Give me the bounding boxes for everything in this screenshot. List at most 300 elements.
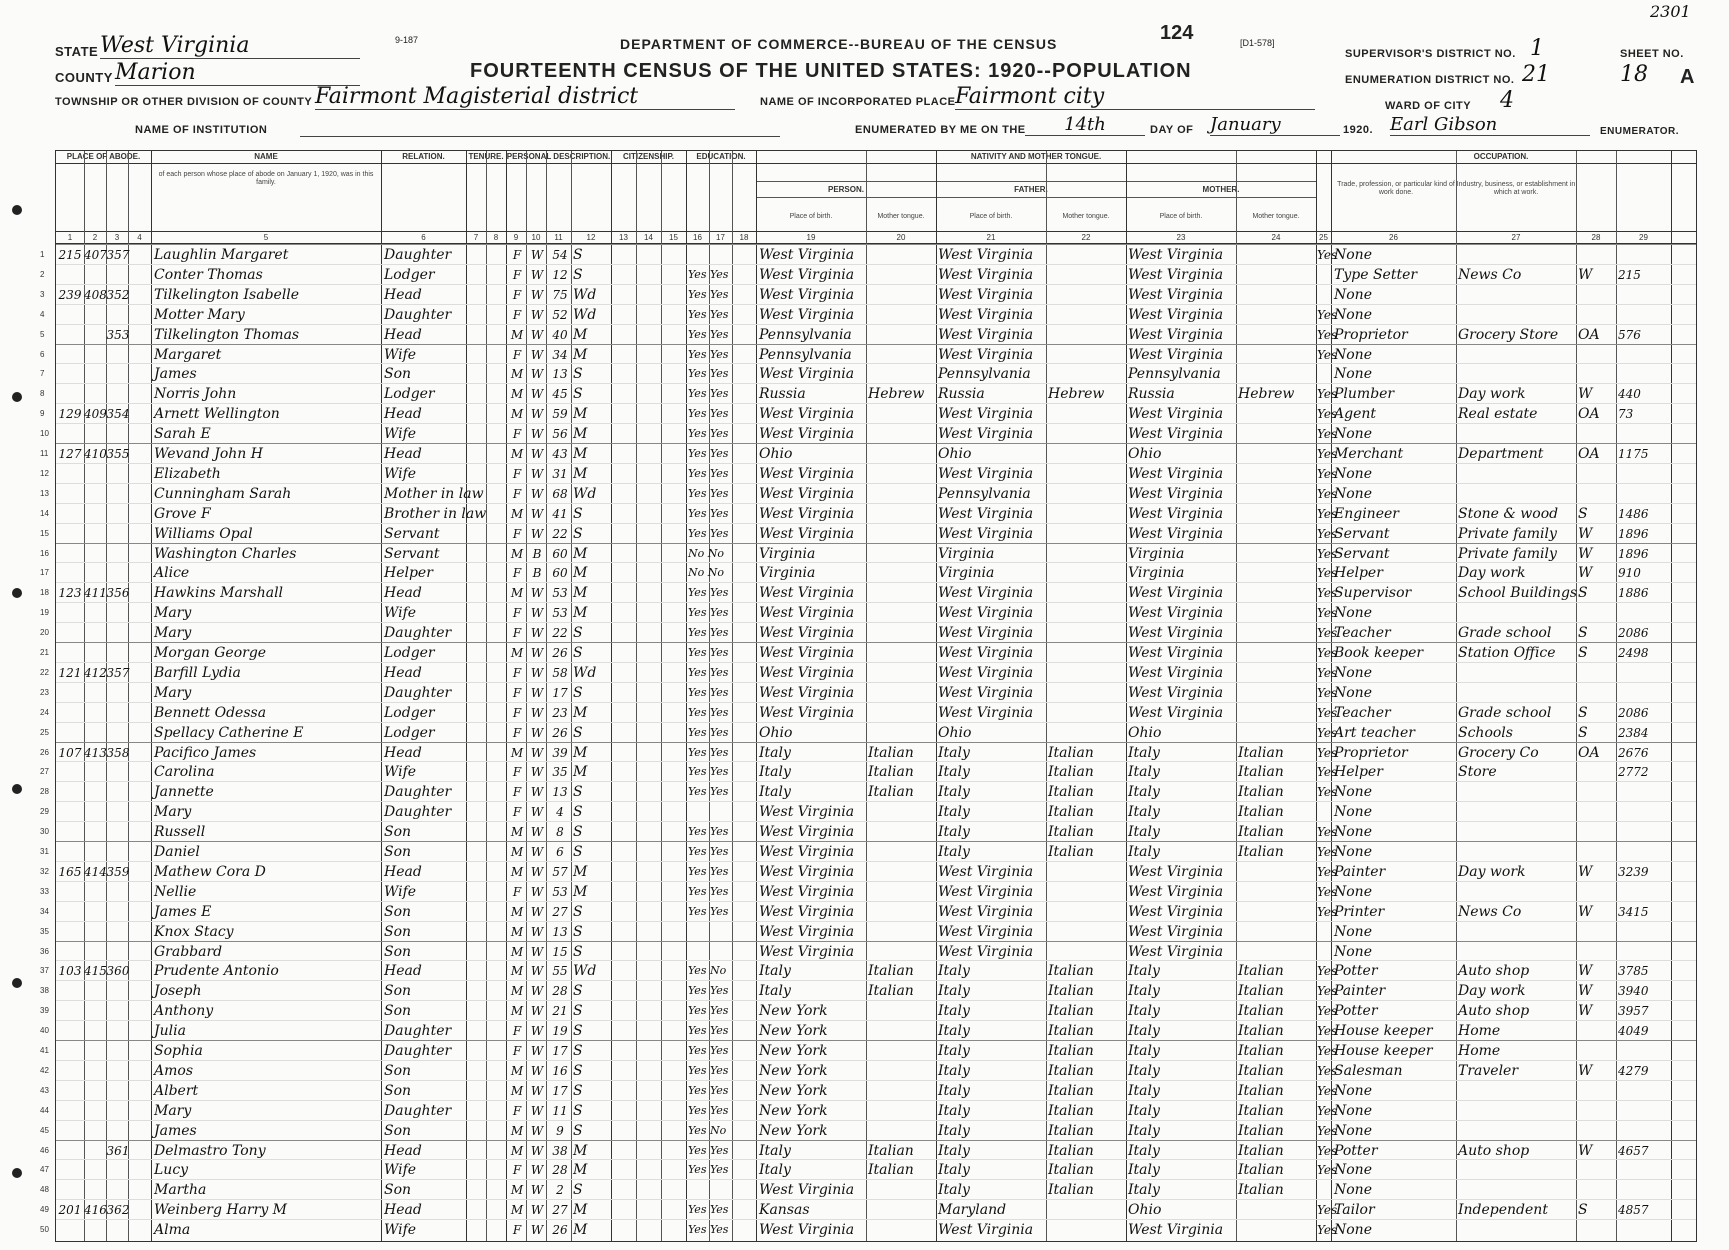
cell-sex: F <box>512 705 522 720</box>
column-number: 22 <box>1081 233 1091 242</box>
cell-age: 16 <box>552 1063 568 1078</box>
cell-sex: M <box>510 864 524 879</box>
cell-marital-status: S <box>573 1082 583 1099</box>
cell-person-birthplace: Russia <box>759 386 806 403</box>
cell-speaks-english: Yes <box>1317 566 1338 581</box>
table-row <box>40 304 1696 325</box>
cell-marital-status: M <box>573 545 588 562</box>
cell-mother-birthplace: West Virginia <box>1128 664 1224 681</box>
col-group-father: FATHER. <box>1014 185 1048 194</box>
cell-race: W <box>530 606 544 621</box>
cell-mother-mother-tongue: Italian <box>1238 784 1284 801</box>
cell-education: Yes Yes <box>688 287 729 301</box>
column-number: 24 <box>1271 233 1281 242</box>
cell-worker-class: S <box>1578 1202 1588 1219</box>
cell-speaks-english: Yes <box>1317 1103 1338 1118</box>
cell-mother-mother-tongue: Italian <box>1238 983 1284 1000</box>
cell-occupation-code: 73 <box>1618 407 1634 422</box>
cell-age: 26 <box>552 1223 568 1238</box>
cell-mother-birthplace: West Virginia <box>1128 943 1224 960</box>
cell-marital-status: M <box>573 1162 588 1179</box>
cell-sex: M <box>510 1143 524 1158</box>
col-group-citizenship: CITIZENSHIP. <box>623 152 674 161</box>
row-number: 22 <box>40 667 49 677</box>
cell-family-number: 357 <box>106 248 130 262</box>
cell-person-birthplace: New York <box>759 1122 828 1139</box>
cell-industry: News Co <box>1458 266 1522 283</box>
cell-occupation-code: 4657 <box>1618 1143 1649 1158</box>
column-number: 6 <box>421 233 426 242</box>
cell-mother-birthplace: Virginia <box>1128 565 1185 582</box>
cell-trade: Proprietor <box>1334 744 1408 761</box>
row-number: 29 <box>40 807 49 817</box>
cell-occupation-code: 3415 <box>1618 904 1649 919</box>
cell-marital-status: S <box>573 923 583 940</box>
cell-person-name: Mathew Cora D <box>154 863 266 880</box>
cell-marital-status: S <box>573 247 583 263</box>
column-number: 16 <box>693 233 702 242</box>
column-number: 21 <box>986 233 996 242</box>
cell-industry: News Co <box>1458 903 1522 920</box>
cell-sex: M <box>510 447 524 461</box>
cell-age: 52 <box>552 307 568 322</box>
table-row <box>40 264 1696 285</box>
table-row <box>40 523 1696 544</box>
cell-race: W <box>530 1103 544 1118</box>
cell-father-mother-tongue: Italian <box>1048 764 1094 781</box>
cell-mother-birthplace: Italy <box>1128 1102 1160 1119</box>
cell-race: W <box>530 964 544 979</box>
table-row <box>40 702 1696 723</box>
cell-person-name: Lucy <box>154 1162 189 1179</box>
cell-relation: Son <box>384 366 412 383</box>
cell-sex: M <box>510 964 524 979</box>
cell-race: W <box>530 267 544 282</box>
cell-person-name: James <box>154 366 197 383</box>
cell-relation: Son <box>384 983 412 1000</box>
cell-race: W <box>530 825 544 840</box>
cell-speaks-english: Yes <box>1317 1223 1338 1238</box>
cell-trade: None <box>1334 1102 1372 1119</box>
table-row <box>40 1159 1696 1180</box>
cell-father-birthplace: Italy <box>938 744 970 761</box>
cell-speaks-english: Yes <box>1317 546 1338 561</box>
cell-occupation-code: 1896 <box>1618 546 1649 561</box>
cell-marital-status: Wd <box>573 286 597 303</box>
cell-speaks-english: Yes <box>1317 685 1338 700</box>
cell-speaks-english: Yes <box>1317 466 1338 481</box>
institution-label: NAME OF INSTITUTION <box>135 124 268 136</box>
cell-worker-class: W <box>1578 1003 1593 1020</box>
row-number: 2 <box>40 269 45 279</box>
row-number: 8 <box>40 389 45 399</box>
cell-mother-birthplace: Italy <box>1128 963 1160 980</box>
row-number: 27 <box>40 767 49 777</box>
col-group-place-of-abode: PLACE OF ABODE. <box>66 152 141 161</box>
nativity-subrule2 <box>756 197 1316 198</box>
cell-speaks-english: Yes <box>1317 486 1338 501</box>
cell-trade: None <box>1334 286 1372 303</box>
cell-person-birthplace: Italy <box>759 963 791 980</box>
cell-father-birthplace: Virginia <box>938 545 995 562</box>
cell-sex: M <box>510 1203 524 1218</box>
cell-father-birthplace: Italy <box>938 983 970 1000</box>
cell-trade: Tailor <box>1334 1202 1375 1219</box>
cell-age: 27 <box>552 1203 568 1218</box>
cell-relation: Daughter <box>384 625 452 642</box>
cell-race: W <box>530 407 544 422</box>
cell-occupation-code: 4857 <box>1618 1203 1649 1218</box>
cell-trade: Engineer <box>1334 505 1399 522</box>
cell-trade: Potter <box>1334 1003 1378 1020</box>
cell-education: Yes Yes <box>688 526 729 540</box>
cell-speaks-english: Yes <box>1317 845 1338 859</box>
cell-education: Yes Yes <box>688 1044 729 1057</box>
cell-sex: M <box>510 1063 524 1078</box>
cell-father-birthplace: Ohio <box>938 446 972 462</box>
cell-age: 17 <box>552 685 568 700</box>
cell-race: W <box>530 1143 544 1158</box>
cell-mother-birthplace: West Virginia <box>1128 426 1224 443</box>
cell-person-mother-tongue: Italian <box>868 784 914 801</box>
cell-person-birthplace: West Virginia <box>759 664 855 681</box>
cell-relation: Daughter <box>384 1043 452 1059</box>
cell-father-mother-tongue: Italian <box>1048 844 1094 860</box>
cell-relation: Lodger <box>384 266 435 283</box>
cell-age: 40 <box>552 327 568 342</box>
cell-mother-birthplace: Italy <box>1128 824 1160 841</box>
cell-worker-class: W <box>1578 386 1593 403</box>
cell-dwelling-number: 409 <box>84 407 107 422</box>
cell-person-name: Nellie <box>154 883 197 900</box>
cell-relation: Son <box>384 1082 412 1099</box>
cell-speaks-english: Yes <box>1317 646 1338 660</box>
row-number: 35 <box>40 926 49 936</box>
cell-trade: None <box>1334 844 1372 860</box>
column-number: 10 <box>531 233 541 242</box>
cell-dwelling-number: 412 <box>84 665 107 680</box>
cell-mother-mother-tongue: Italian <box>1238 744 1284 761</box>
cell-occupation-code: 1486 <box>1618 506 1649 521</box>
cell-education: Yes Yes <box>688 785 729 799</box>
cell-father-birthplace: West Virginia <box>938 903 1034 920</box>
cell-speaks-english: Yes <box>1317 1044 1338 1058</box>
cell-sex: M <box>510 586 524 601</box>
cell-father-mother-tongue: Italian <box>1048 983 1094 1000</box>
cell-marital-status: S <box>573 1122 583 1139</box>
cell-mother-mother-tongue: Italian <box>1238 1122 1284 1139</box>
enum-district-value: 21 <box>1522 62 1550 87</box>
cell-industry: Day work <box>1458 983 1526 1000</box>
cell-sex: F <box>512 725 522 740</box>
cell-sex: F <box>512 566 522 581</box>
cell-family-number: 355 <box>106 447 130 461</box>
cell-race: W <box>530 805 544 820</box>
cell-trade: Type Setter <box>1334 266 1418 283</box>
sheet-value: 18 <box>1620 62 1648 87</box>
cell-person-name: Alice <box>154 565 190 582</box>
column-number: 5 <box>263 233 269 242</box>
township-label: TOWNSHIP OR OTHER DIVISION OF COUNTY <box>55 96 313 108</box>
cell-father-mother-tongue: Italian <box>1048 824 1094 841</box>
cell-person-name: Knox Stacy <box>154 923 234 940</box>
cell-person-name: Grabbard <box>154 943 223 960</box>
col-group-relation: RELATION. <box>402 152 445 161</box>
cell-dwelling-number: 410 <box>84 447 107 461</box>
cell-father-birthplace: Italy <box>938 1122 970 1139</box>
column-number: 3 <box>114 233 120 242</box>
cell-person-mother-tongue: Italian <box>868 744 914 761</box>
cell-mother-mother-tongue: Italian <box>1238 1082 1284 1099</box>
col-person-pob: Place of birth. <box>789 213 833 220</box>
cell-mother-birthplace: Pennsylvania <box>1128 366 1221 383</box>
row-number: 7 <box>40 369 45 379</box>
column-number: 11 <box>554 233 563 242</box>
cell-mother-mother-tongue: Italian <box>1238 764 1284 781</box>
table-row <box>40 363 1696 384</box>
column-number: 8 <box>493 233 499 242</box>
cell-mother-birthplace: Italy <box>1128 1043 1160 1059</box>
cell-trade: House keeper <box>1334 1043 1433 1059</box>
table-row <box>40 761 1696 782</box>
column-number: 18 <box>739 233 749 242</box>
cell-speaks-english: Yes <box>1317 248 1338 262</box>
row-number: 1 <box>40 250 45 259</box>
cell-mother-birthplace: West Virginia <box>1128 346 1224 363</box>
cell-education: Yes Yes <box>688 1143 729 1157</box>
cell-education: Yes Yes <box>688 506 729 520</box>
col-name-sub: of each person whose place of abode on January 1, 1920, was in this family. <box>158 171 374 186</box>
cell-mother-mother-tongue: Italian <box>1238 1003 1284 1020</box>
cell-education: Yes Yes <box>688 307 729 321</box>
enumerator-label: ENUMERATOR. <box>1600 126 1680 137</box>
cell-trade: Printer <box>1334 903 1385 920</box>
cell-mother-birthplace: West Virginia <box>1128 704 1224 721</box>
cell-person-birthplace: West Virginia <box>759 585 855 602</box>
cell-person-name: Williams Opal <box>154 525 253 542</box>
cell-industry: Schools <box>1458 724 1513 741</box>
cell-person-birthplace: West Virginia <box>759 406 855 423</box>
col-industry: Industry, business, or establishment in which at work. <box>1456 181 1576 196</box>
cell-education: Yes Yes <box>688 745 729 759</box>
cell-speaks-english: Yes <box>1317 745 1338 760</box>
cell-industry: Home <box>1458 1043 1501 1059</box>
cell-person-name: Spellacy Catherine E <box>154 724 304 741</box>
cell-mother-birthplace: West Virginia <box>1128 306 1224 323</box>
cell-sex: F <box>512 785 522 800</box>
cell-relation: Head <box>384 585 422 602</box>
cell-sex: F <box>512 685 522 700</box>
punch-hole <box>12 205 22 215</box>
cell-person-birthplace: Pennsylvania <box>759 346 852 363</box>
row-number: 17 <box>40 568 49 578</box>
cell-relation: Lodger <box>384 724 435 741</box>
cell-age: 53 <box>552 884 568 899</box>
column-number: 25 <box>1319 233 1328 242</box>
cell-marital-status: S <box>573 386 583 403</box>
cell-trade: None <box>1334 684 1372 701</box>
cell-education: Yes Yes <box>688 1203 729 1217</box>
page-stamp: 124 <box>1160 22 1194 44</box>
cell-mother-mother-tongue: Italian <box>1238 1142 1284 1159</box>
cell-trade: None <box>1334 485 1372 502</box>
cell-age: 55 <box>552 964 568 979</box>
cell-father-birthplace: Italy <box>938 1142 970 1159</box>
cell-mother-birthplace: Italy <box>1128 1023 1160 1040</box>
cell-mother-birthplace: Italy <box>1128 784 1160 801</box>
cell-age: 17 <box>552 1083 568 1098</box>
table-row <box>40 324 1696 345</box>
cell-age: 26 <box>552 646 568 660</box>
cell-person-birthplace: West Virginia <box>759 266 855 283</box>
cell-race: W <box>530 427 544 442</box>
cell-relation: Daughter <box>384 684 452 701</box>
cell-speaks-english: Yes <box>1317 1024 1338 1039</box>
cell-speaks-english: Yes <box>1317 785 1338 800</box>
cell-race: W <box>530 1183 544 1198</box>
cell-age: 56 <box>552 427 568 442</box>
county-label: COUNTY <box>55 70 113 85</box>
cell-street-number: 129 <box>58 407 82 422</box>
cell-father-birthplace: Pennsylvania <box>938 366 1031 383</box>
cell-sex: F <box>512 765 522 780</box>
cell-speaks-english: Yes <box>1317 1143 1338 1158</box>
cell-worker-class: OA <box>1578 326 1600 343</box>
cell-race: W <box>530 387 544 402</box>
table-row <box>40 781 1696 802</box>
cell-relation: Head <box>384 326 422 343</box>
cell-education: Yes No <box>688 964 727 978</box>
cell-race: W <box>530 745 544 760</box>
enumerated-day: 14th <box>1025 114 1145 136</box>
cell-industry: Day work <box>1458 565 1526 582</box>
row-number: 12 <box>40 468 49 478</box>
cell-speaks-english: Yes <box>1317 307 1338 322</box>
cell-marital-status: M <box>573 744 588 761</box>
cell-mother-birthplace: West Virginia <box>1128 605 1224 622</box>
cell-occupation-code: 3940 <box>1618 984 1649 999</box>
cell-age: 4 <box>556 805 564 820</box>
cell-education: Yes Yes <box>688 1223 729 1237</box>
cell-race: W <box>530 466 544 481</box>
cell-mother-mother-tongue: Italian <box>1238 1023 1284 1040</box>
cell-father-birthplace: Italy <box>938 1102 970 1119</box>
row-number: 34 <box>40 906 49 916</box>
county-value: Marion <box>115 60 360 86</box>
cell-race: W <box>530 944 544 959</box>
cell-person-mother-tongue: Italian <box>868 963 914 980</box>
cell-father-mother-tongue: Italian <box>1048 963 1094 980</box>
cell-father-mother-tongue: Italian <box>1048 1023 1094 1040</box>
cell-trade: None <box>1334 605 1372 622</box>
cell-sex: F <box>512 466 522 481</box>
cell-trade: None <box>1334 366 1372 383</box>
cell-person-name: Anthony <box>154 1003 214 1020</box>
cell-trade: None <box>1334 824 1372 841</box>
cell-age: 26 <box>552 725 568 740</box>
cell-father-birthplace: West Virginia <box>938 247 1034 263</box>
cell-occupation-code: 215 <box>1618 267 1641 282</box>
cell-marital-status: S <box>573 903 583 920</box>
cell-education: Yes Yes <box>688 845 729 858</box>
table-row <box>40 722 1696 743</box>
cell-father-mother-tongue: Hebrew <box>1048 386 1105 403</box>
cell-person-birthplace: West Virginia <box>759 704 855 721</box>
cell-father-birthplace: Italy <box>938 1082 970 1099</box>
table-row <box>40 483 1696 504</box>
cell-sex: M <box>510 407 524 422</box>
cell-family-number: 356 <box>106 586 130 601</box>
cell-education: Yes Yes <box>688 705 729 719</box>
col-group-personal: PERSONAL DESCRIPTION. <box>506 152 611 161</box>
cell-mother-birthplace: Ohio <box>1128 446 1162 462</box>
cell-mother-birthplace: West Virginia <box>1128 684 1224 701</box>
cell-education: Yes Yes <box>688 1163 729 1177</box>
cell-worker-class: OA <box>1578 406 1600 423</box>
cell-person-birthplace: New York <box>759 1062 828 1079</box>
cell-marital-status: M <box>573 406 588 423</box>
cell-race: W <box>530 1044 544 1058</box>
row-number: 3 <box>40 289 45 299</box>
cell-occupation-code: 4279 <box>1618 1063 1649 1078</box>
cell-person-name: Hawkins Marshall <box>154 585 284 602</box>
cell-person-name: Motter Mary <box>154 306 245 323</box>
cell-age: 35 <box>552 765 568 780</box>
cell-person-birthplace: West Virginia <box>759 1182 855 1199</box>
cell-trade: None <box>1334 1122 1372 1139</box>
cell-person-name: Laughlin Margaret <box>154 247 289 263</box>
cell-father-birthplace: Italy <box>938 1062 970 1079</box>
cell-father-birthplace: Russia <box>938 386 985 403</box>
sheet-label: SHEET NO. <box>1620 48 1684 60</box>
cell-dwelling-number: 413 <box>84 745 107 760</box>
column-number: 9 <box>513 233 519 242</box>
cell-race: B <box>532 546 542 561</box>
cell-person-name: Julia <box>154 1023 186 1040</box>
cell-race: W <box>530 845 544 859</box>
cell-speaks-english: Yes <box>1317 427 1338 442</box>
cell-speaks-english: Yes <box>1317 825 1338 840</box>
cell-mother-birthplace: Russia <box>1128 386 1175 403</box>
cell-industry: Independent <box>1458 1202 1548 1219</box>
cell-marital-status: S <box>573 505 583 522</box>
cell-worker-class: W <box>1578 1062 1593 1079</box>
cell-trade: Potter <box>1334 963 1378 980</box>
column-number: 7 <box>473 233 479 242</box>
cell-mother-mother-tongue: Italian <box>1238 804 1284 821</box>
cell-relation: Son <box>384 824 412 841</box>
col-group-person: PERSON. <box>827 185 864 194</box>
cell-education: Yes Yes <box>688 347 729 361</box>
cell-father-birthplace: West Virginia <box>938 525 1034 542</box>
table-row <box>40 682 1696 703</box>
row-number: 44 <box>40 1105 49 1115</box>
cell-person-birthplace: New York <box>759 1043 828 1059</box>
cell-education: Yes Yes <box>688 1004 729 1018</box>
cell-mother-birthplace: West Virginia <box>1128 465 1224 482</box>
cell-mother-birthplace: West Virginia <box>1128 863 1224 880</box>
cell-speaks-english: Yes <box>1317 1004 1338 1019</box>
cell-worker-class: W <box>1578 565 1593 582</box>
table-row <box>40 642 1696 663</box>
punch-hole <box>12 1168 22 1178</box>
table-row <box>40 1140 1696 1161</box>
cell-marital-status: S <box>573 684 583 701</box>
cell-race: W <box>530 287 544 302</box>
cell-industry: Auto shop <box>1458 1142 1530 1159</box>
cell-mother-mother-tongue: Italian <box>1238 824 1284 841</box>
institution-value <box>300 120 780 137</box>
